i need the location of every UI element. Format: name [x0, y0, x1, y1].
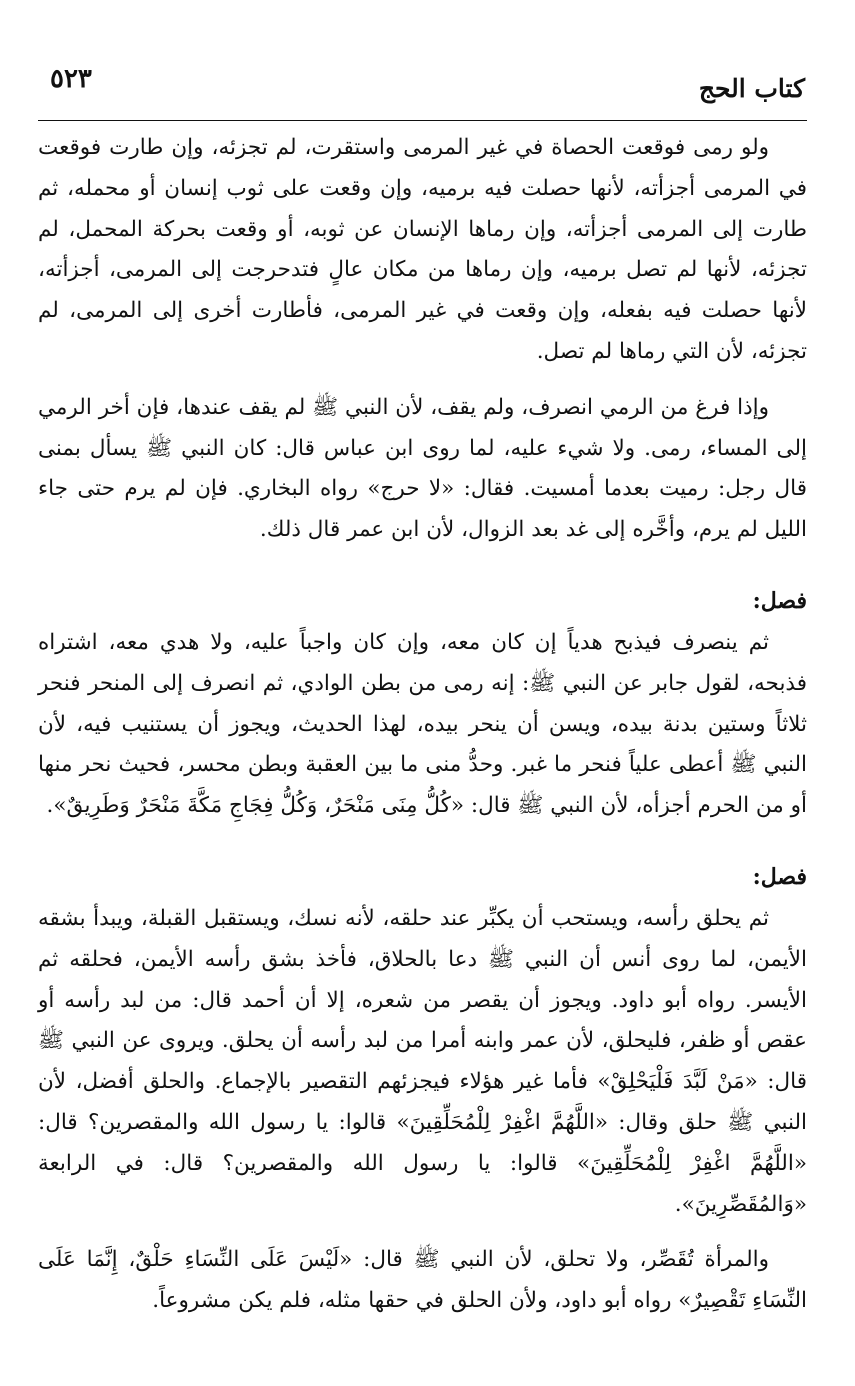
section-heading-sacrifice: فصل: [752, 587, 807, 614]
paragraph-after-throwing: وإذا فرغ من الرمي انصرف، ولم يقف، لأن النبي ﷺ لم يقف عندها، فإن أخر الرمي إلى المساء، رمى. ولا شيء عليه، لما روى ابن عباس قال: كان النبي ﷺ يسأل بمنى قال رجل: رميت بعدما أمسيت. فقال: «لا حرج» رواه البخاري. فإن لم يرم حتى جاء الليل لم يرم، وأخَّره إلى غد بعد الزوال، لأن ابن عمر قال ذلك. [38, 394, 807, 543]
paragraph-women-trimming: والمرأة تُقَصِّر، ولا تحلق، لأن النبي ﷺ قال: «لَيْسَ عَلَى النِّسَاءِ حَلْقٌ، إِنَّمَا عَلَى النِّسَاءِ تَقْصِيرٌ» رواه أبو داود، ولأن الحلق في حقها مثله، فلم يكن مشروعاً. [38, 1247, 807, 1314]
page-header [38, 58, 807, 121]
running-title: كتاب الحج [698, 74, 805, 103]
page-body [38, 128, 807, 1337]
paragraph-sacrifice: ثم ينصرف فيذبح هدياً إن كان معه، وإن كان واجباً عليه، ولا هدي معه، اشتراه فذبحه، لقول جابر عن النبي ﷺ: إنه رمى من بطن الوادي، ثم انصرف إلى المنحر فنحر ثلاثاً وستين بدنة بيده، ويسن أن ينحر بيده، لهذا الحديث، ويجوز أن يستنيب فيه، لأن النبي ﷺ أعطى علياً فنحر ما غبر. وحدُّ منى ما بين العقبة وبطن محسر، فحيث نحر منها أو من الحرم أجزأه، لأن النبي ﷺ قال: «كُلُّ مِنَى مَنْحَرٌ، وَكُلُّ فِجَاجِ مَكَّةَ مَنْحَرٌ وَطَرِيقٌ». [38, 629, 807, 819]
paragraph-stone-landing: ولو رمى فوقعت الحصاة في غير المرمى واستقرت، لم تجزئه، وإن طارت فوقعت في المرمى أجزأته، لأنها حصلت فيه برميه، وإن وقعت على ثوب إنسان أو محمله، ثم طارت إلى المرمى أجزأته، وإن رماها الإنسان عن ثوبه، أو وقعت بحركة المحمل، لم تجزئه، لأنها لم تصل برميه، وإن رماها من مكان عالٍ فتدحرجت إلى المرمى، أجزأته، لأنها حصلت فيه بفعله، وإن وقعت في غير المرمى، فأطارت أخرى إلى المرمى، لم تجزئه، لأن التي رماها لم تصل. [38, 135, 807, 364]
section-heading-shaving: فصل: [752, 863, 807, 890]
paragraph-shaving: ثم يحلق رأسه، ويستحب أن يكبِّر عند حلقه، لأنه نسك، ويستقبل القبلة، ويبدأ بشقه الأيمن، لما روى أنس أن النبي ﷺ دعا بالحلاق، فأخذ بشق رأسه الأيمن، فحلقه ثم الأيسر. رواه أبو داود. ويجوز أن يقصر من شعره، إلا أن أحمد قال: من لبد رأسه أو عقص أو ظفر، فليحلق، لأن عمر وابنه أمرا من لبد رأسه أن يحلق. ويروى عن النبي ﷺ قال: «مَنْ لَبَّدَ فَلْيَحْلِقْ» فأما غير هؤلاء فيجزئهم التقصير بالإجماع. والحلق أفضل، لأن النبي ﷺ حلق وقال: «اللَّهُمَّ اغْفِرْ لِلْمُحَلِّقِينَ» قالوا: يا رسول الله والمقصرين؟ قال: «اللَّهُمَّ اغْفِرْ لِلْمُحَلِّقِينَ» قالوا: يا رسول الله والمقصرين؟ قال: في الرابعة «وَالمُقَصِّرِينَ». [38, 905, 807, 1217]
page-number: ٥٢٣ [50, 64, 92, 94]
